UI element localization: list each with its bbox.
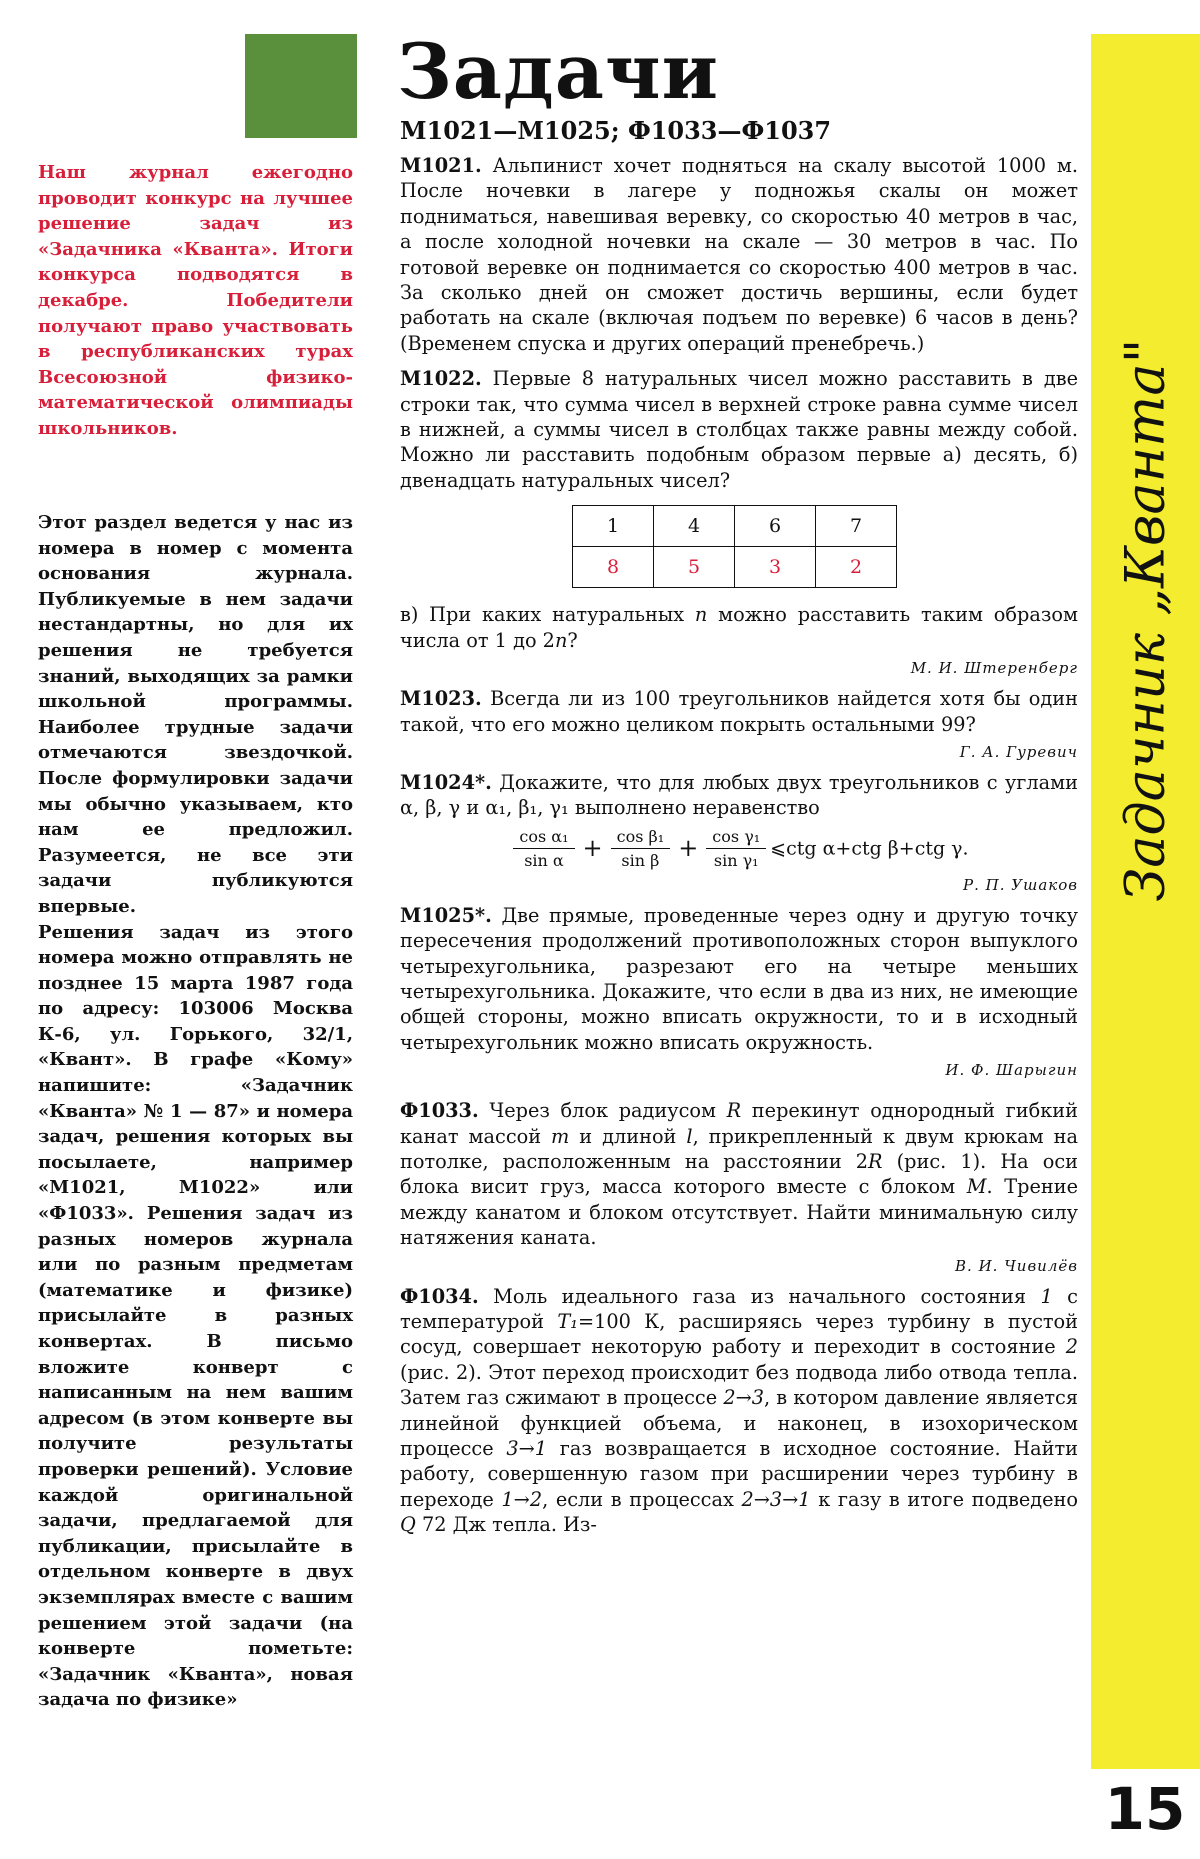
section-label: Задачник „Кванта" [1113, 338, 1177, 902]
table-cell: 6 [735, 506, 816, 547]
text: , прикрепленный к двум крюкам на потолке, расположенным на расстоянии 2 [400, 1124, 1078, 1173]
problem-id: М1025*. [400, 903, 492, 927]
table-cell: 4 [654, 506, 735, 547]
text: (рис. 2). Этот переход происходит без подвода либо отвода тепла. Затем газ сжимают в процессе [400, 1360, 1078, 1410]
variable: 2→3→1 [741, 1487, 811, 1511]
problem-f1034 [400, 1284, 1078, 1538]
table-row-bottom [573, 547, 897, 588]
table-cell: 2 [816, 547, 897, 588]
table-cell: 7 [816, 506, 897, 547]
variable: m [551, 1124, 570, 1148]
variable: 1→2 [501, 1487, 543, 1511]
numerator: cos α₁ [513, 827, 574, 849]
author: И. Ф. Шарыгин [945, 1061, 1078, 1080]
page-title: Задачи [397, 27, 719, 116]
right-hand-side: ⩽ctg α+ctg β+ctg γ. [770, 837, 969, 860]
problem-id: М1021. [400, 154, 482, 177]
variable: 1 [1040, 1284, 1053, 1308]
text: (рис. 1). На оси блока висит груз, масса которого вместе с блоком [400, 1149, 1078, 1199]
text: 72 Дж тепла. Из- [415, 1513, 597, 1537]
denominator: sin β [621, 850, 660, 870]
variable: M [966, 1175, 987, 1199]
text: к газу в итоге подведено [810, 1487, 1078, 1511]
numerator: cos β₁ [611, 827, 671, 849]
variable: n [694, 603, 708, 627]
text: перекинут однородный гибкий канат массой [400, 1099, 1078, 1148]
problem-id: М1022. [400, 367, 482, 391]
variable: Q [400, 1513, 416, 1537]
text: и длиной [569, 1124, 687, 1148]
inequality-formula [400, 827, 1078, 870]
number-table [572, 505, 897, 588]
variable: T₁ [557, 1310, 578, 1333]
author: Г. А. Гуревич [959, 742, 1078, 761]
plus-sign: + [678, 834, 699, 863]
author: В. И. Чивилёв [955, 1256, 1078, 1275]
problem-m1025 [400, 903, 1078, 1055]
text: Через блок радиусом [489, 1099, 727, 1123]
text: с температурой [400, 1284, 1078, 1333]
author: Р. П. Ушаков [963, 875, 1078, 894]
problem-m1022 [400, 366, 1078, 493]
plus-sign: + [582, 834, 603, 863]
rules-paragraph-2: Решения задач из этого номера можно отправлять не позднее 15 марта 1987 года по адресу: 103006 Москва К-6, ул. Горького, 32/1, «Квант». В графе «Кому» напишите: «Задачник «Кванта» № 1 — 87» и номера задач, решения которых вы посылаете, например «М1021, М1022» или «Ф1033». Решения задач из разных номеров журнала или по разным предметам (математике и физике) присылайте в разных конвертах. В письмо вложите конверт с написанным на нем вашим адресом (в этом конверте вы получите результаты проверки решений). Условие каждой оригинальной задачи, предлагаемой для публикации, присылайте в отдельном конверте в двух экземплярах вместе с вашим решением этой задачи (на конверте пометьте: «Задачник «Кванта», новая задача по физике» [38, 921, 353, 1711]
problem-m1022-part-c [400, 602, 1078, 653]
rules-paragraph-1: Этот раздел ведется у нас из номера в номер с момента основания журнала. Публикуемые в нем задачи нестандартны, но для их решения не требуется знаний, выходящих за рамки школьной программы. Наиболее трудные задачи отмечаются звездочкой. После формулировки задачи мы обычно указываем, кто нам ее предложил. Разумеется, не все эти задачи публикуются впервые. [38, 512, 353, 917]
problems-column [397, 27, 1079, 1538]
problem-m1021 [400, 153, 1078, 356]
table-cell: 1 [573, 506, 654, 547]
text: можно расставить таким образом числа от 1 до 2 [400, 603, 1078, 652]
denominator: sin α [524, 850, 564, 870]
page-number: 15 [1104, 1775, 1186, 1843]
text: , если в процессах [542, 1487, 742, 1511]
problem-f1033 [400, 1098, 1078, 1250]
section-strip [1091, 34, 1200, 1769]
problem-text: Докажите, что для любых двух треугольников с углами α, β, γ и α₁, β₁, γ₁ выполнено неравенство [400, 770, 1078, 820]
variable: R [868, 1149, 883, 1173]
table-cell: 3 [735, 547, 816, 588]
text: ? [567, 628, 578, 652]
problem-m1024 [400, 770, 1078, 821]
numerator: cos γ₁ [706, 827, 766, 849]
contest-intro: Наш журнал ежегодно проводит конкурс на лучшее решение задач из «Задачника «Кванта». Итоги конкурса подводятся в декабре. Победители получают право участвовать в республиканских турах Всесоюзной физико-математической олимпиады школьников. [38, 162, 353, 439]
problem-range: М1021—М1025; Ф1033—Ф1037 [400, 116, 832, 145]
decorative-green-square [245, 34, 357, 138]
problem-text: Первые 8 натуральных чисел можно расставить в две строки так, что сумма чисел в верхней строке равна сумме чисел в нижней, а суммы чисел в столбцах также равны между собой. Можно ли расставить подобным образом первые а) десять, б) двенадцать натуральных чисел? [400, 367, 1078, 492]
variable: n [554, 628, 568, 652]
fraction [513, 827, 574, 870]
text: =100 К, расширяясь через турбину в пустой сосуд, совершает некоторую работу и переходит в состояние [400, 1310, 1079, 1359]
text: . Трение между канатом и блоком отсутствует. Найти минимальную силу натяжения каната. [400, 1175, 1079, 1250]
problem-text: Две прямые, проведенные через одну и другую точку пересечения продолжений противоположных сторон выпуклого четырехугольника, разрезают его на четыре меньших четырехугольника. Докажите, что если в два из них, не имеющие общей стороны, можно вписать окружности, то и в исходный четырехугольник можно вписать окружность. [400, 903, 1078, 1054]
variable: 2 [1065, 1335, 1078, 1359]
problem-id: Ф1033. [400, 1099, 479, 1123]
text: газ возвращается в исходное состояние. Найти работу, совершенную газом при расширении через турбину в переходе [400, 1437, 1078, 1511]
variable: R [726, 1099, 742, 1123]
problem-id: Ф1034. [400, 1284, 479, 1308]
fraction [611, 827, 671, 870]
table-cell: 5 [654, 547, 735, 588]
variable: l [686, 1124, 693, 1148]
denominator: sin γ₁ [713, 850, 759, 870]
text: , в котором давление является линейной функцией объема, и наконец, в изохорическом процессе [400, 1386, 1078, 1461]
text: Моль идеального газа из начального состояния [493, 1284, 1041, 1308]
table-row-top [573, 506, 897, 547]
variable: 2→3 [723, 1386, 765, 1410]
author: М. И. Штеренберг [910, 659, 1078, 678]
text: в) При каких натуральных [400, 603, 695, 627]
fraction [706, 827, 766, 870]
problem-id: М1023. [400, 687, 482, 711]
problem-text: Всегда ли из 100 треугольников найдется хотя бы один такой, что его можно целиком покрыть остальными 99? [400, 687, 1078, 736]
problem-m1023 [400, 686, 1078, 737]
submission-rules [38, 510, 353, 1713]
table-cell: 8 [573, 547, 654, 588]
variable: 3→1 [506, 1437, 548, 1461]
problem-id: М1024*. [400, 770, 492, 794]
problem-text: Альпинист хочет подняться на скалу высотой 1000 м. После ночевки в лагере у подножья скалы он может подниматься, навешивая веревку, со скоростью 40 метров в час, а после холодной ночевки на скале — 30 метров в час. По готовой веревке он поднимается со скоростью 400 метров в час. За сколько дней он сможет достичь вершины, если будет работать на скале (включая подъем по веревке) 6 часов в день? (Временем спуска и других операций пренебречь.) [400, 154, 1078, 355]
